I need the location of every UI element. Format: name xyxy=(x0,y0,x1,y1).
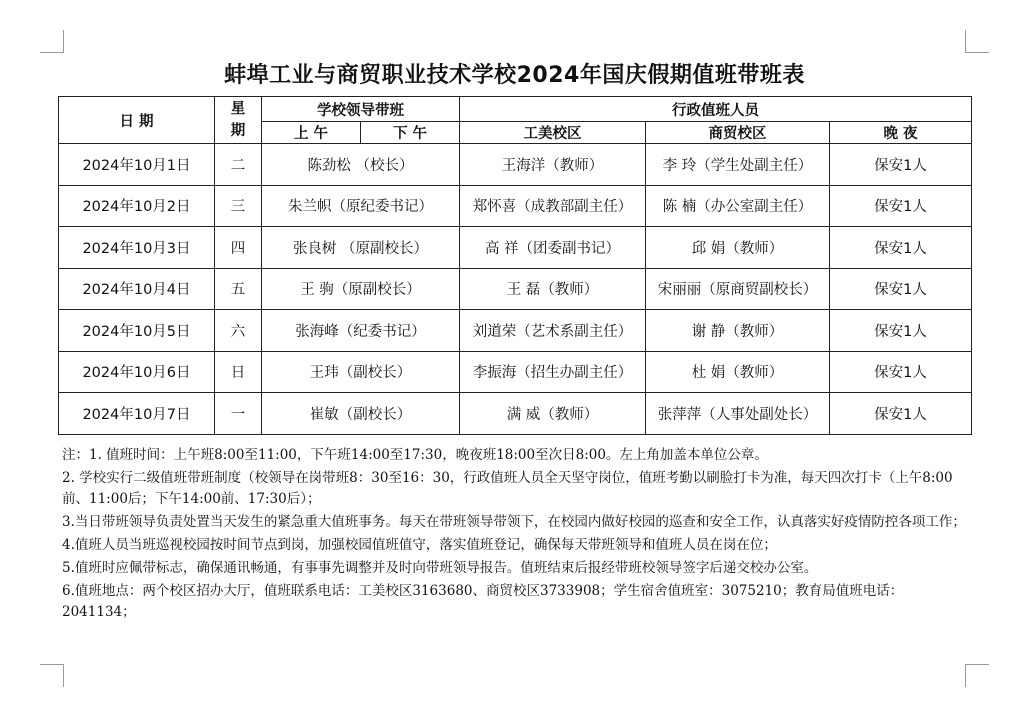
cell-night: 保安1人 xyxy=(830,227,972,269)
cell-weekday: 五 xyxy=(215,268,262,310)
header-gongmei: 工美校区 xyxy=(460,122,646,144)
table-row xyxy=(59,185,972,227)
crop-mark xyxy=(965,664,966,687)
cell-date: 2024年10月4日 xyxy=(59,268,215,310)
cell-leader: 张良树 （原副校长） xyxy=(262,227,460,269)
cell-shangmao: 陈 楠（办公室副主任） xyxy=(646,185,830,227)
notes-section xyxy=(62,445,972,625)
cell-weekday: 三 xyxy=(215,185,262,227)
cell-gongmei: 李振海（招生办副主任） xyxy=(460,351,646,393)
cell-date: 2024年10月2日 xyxy=(59,185,215,227)
cell-gongmei: 刘道荣（艺术系副主任） xyxy=(460,310,646,352)
cell-gongmei: 高 祥（团委副书记） xyxy=(460,227,646,269)
header-admin-group: 行政值班人员 xyxy=(460,97,972,122)
cell-leader: 陈劲松 （校长） xyxy=(262,144,460,186)
cell-shangmao: 谢 静（教师） xyxy=(646,310,830,352)
cell-weekday: 一 xyxy=(215,393,262,435)
cell-leader: 崔敏（副校长） xyxy=(262,393,460,435)
crop-mark xyxy=(965,664,989,665)
note-item: 4.值班人员当班巡视校园按时间节点到岗，加强校园值班值守，落实值班登记，确保每天带班领导和值班人员在岗在位； xyxy=(62,537,777,553)
note-item: 5.值班时应佩带标志，确保通讯畅通，有事事先调整并及时向带班领导报告。值班结束后报经带班校领导签字后递交校办公室。 xyxy=(62,560,818,576)
cell-weekday: 日 xyxy=(215,351,262,393)
cell-date: 2024年10月7日 xyxy=(59,393,215,435)
page-title: 蚌埠工业与商贸职业技术学校2024年国庆假期值班带班表 xyxy=(224,63,805,88)
header-night: 晚 夜 xyxy=(830,122,972,144)
cell-weekday: 四 xyxy=(215,227,262,269)
note-item: 2. 学校实行二级值班带班制度（校领导在岗带班8：30至16：30，行政值班人员全天坚守岗位，值班考勤以刷脸打卡为准，每天四次打卡（上午8:00前、11:00后；下午14:00前、17:30后）； xyxy=(62,470,953,507)
header-leader-group: 学校领导带班 xyxy=(262,97,460,122)
crop-mark xyxy=(40,52,64,53)
cell-weekday: 二 xyxy=(215,144,262,186)
duty-table xyxy=(58,96,972,435)
cell-shangmao: 宋丽丽（原商贸副校长） xyxy=(646,268,830,310)
crop-mark xyxy=(965,52,989,53)
cell-night: 保安1人 xyxy=(830,310,972,352)
cell-gongmei: 郑怀喜（成教部副主任） xyxy=(460,185,646,227)
cell-gongmei: 王 磊（教师） xyxy=(460,268,646,310)
cell-shangmao: 张萍萍（人事处副处长） xyxy=(646,393,830,435)
cell-shangmao: 邱 娟（教师） xyxy=(646,227,830,269)
crop-mark xyxy=(63,664,64,687)
cell-date: 2024年10月5日 xyxy=(59,310,215,352)
cell-night: 保安1人 xyxy=(830,351,972,393)
crop-mark xyxy=(40,664,64,665)
cell-night: 保安1人 xyxy=(830,185,972,227)
cell-date: 2024年10月1日 xyxy=(59,144,215,186)
cell-shangmao: 李 玲（学生处副主任） xyxy=(646,144,830,186)
cell-date: 2024年10月6日 xyxy=(59,351,215,393)
header-weekday xyxy=(215,97,262,144)
header-weekday-text: 星期 xyxy=(230,101,246,139)
table-row xyxy=(59,310,972,352)
cell-weekday: 六 xyxy=(215,310,262,352)
header-morning: 上 午 xyxy=(262,122,361,144)
cell-night: 保安1人 xyxy=(830,144,972,186)
cell-night: 保安1人 xyxy=(830,268,972,310)
cell-gongmei: 满 威（教师） xyxy=(460,393,646,435)
note-item: 注：1. 值班时间：上午班8:00至11:00，下午班14:00至17:30，晚夜班18:00至次日8:00。左上角加盖本单位公章。 xyxy=(62,447,768,463)
header-date: 日 期 xyxy=(59,97,215,144)
cell-leader: 王玮（副校长） xyxy=(262,351,460,393)
table-row xyxy=(59,268,972,310)
header-afternoon: 下 午 xyxy=(361,122,460,144)
cell-shangmao: 杜 娟（教师） xyxy=(646,351,830,393)
cell-date: 2024年10月3日 xyxy=(59,227,215,269)
table-row xyxy=(59,227,972,269)
cell-leader: 张海峰（纪委书记） xyxy=(262,310,460,352)
cell-night: 保安1人 xyxy=(830,393,972,435)
header-shangmao: 商贸校区 xyxy=(646,122,830,144)
note-item: 3.当日带班领导负责处置当天发生的紧急重大值班事务。每天在带班领导带领下，在校园内做好校园的巡查和安全工作，认真落实好疫情防控各项工作； xyxy=(62,514,966,530)
note-item: 6.值班地点：两个校区招办大厅，值班联系电话：工美校区3163680、商贸校区3733908；学生宿舍值班室：3075210；教育局值班电话：2041134； xyxy=(62,583,904,620)
header-row xyxy=(59,97,972,122)
cell-leader: 王 驹（原副校长） xyxy=(262,268,460,310)
crop-mark xyxy=(63,30,64,53)
table-row xyxy=(59,351,972,393)
cell-leader: 朱兰帜（原纪委书记） xyxy=(262,185,460,227)
cell-gongmei: 王海洋（教师） xyxy=(460,144,646,186)
table-row xyxy=(59,144,972,186)
crop-mark xyxy=(965,30,966,53)
table-row xyxy=(59,393,972,435)
